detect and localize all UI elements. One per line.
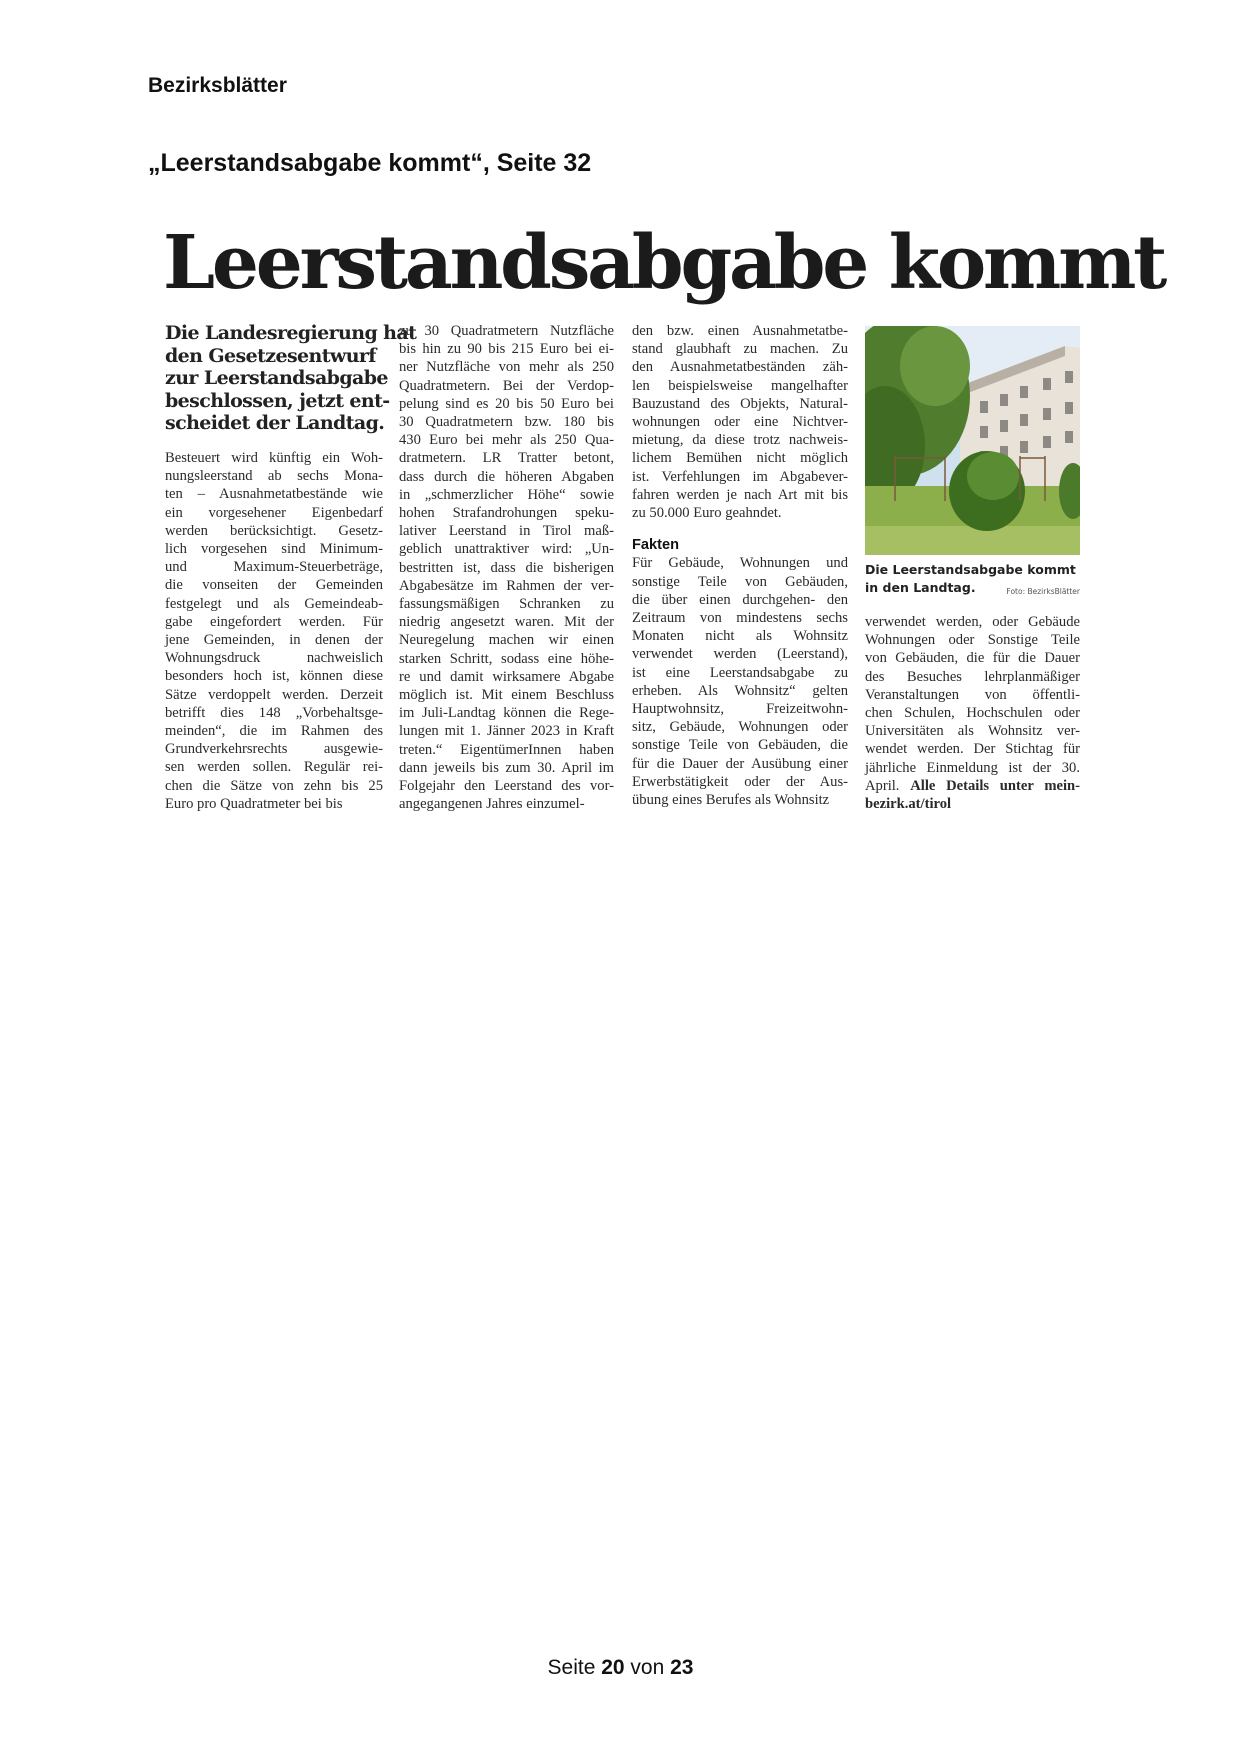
text-line: erheben. Als Wohnsitz“ gelten bbox=[632, 682, 848, 699]
details-link-url[interactable]: bezirk.at/tirol bbox=[865, 796, 952, 813]
text-line: ist eine Leerstandsabgabe zu bbox=[632, 664, 848, 681]
column-1-text bbox=[165, 449, 383, 813]
text-line: werden berücksichtigt. Gesetz- bbox=[165, 522, 383, 539]
text-line: den bzw. einen Ausnahmetatbe- bbox=[632, 323, 848, 339]
text-line: Wohnungsdruck nachweislich bbox=[165, 650, 383, 667]
text-line: im Juli-Landtag können die Rege- bbox=[399, 705, 614, 722]
text-line: dratmetern. LR Tratter betont, bbox=[399, 450, 614, 467]
text-line: chen Schulen, Hochschulen oder bbox=[865, 705, 1080, 722]
text-line: bestritten ist, dass die bisherigen bbox=[399, 559, 614, 576]
text-line: 430 Euro bei mehr als 250 Qua- bbox=[399, 432, 614, 449]
text-line: Grundverkehrsrechts ausgewie- bbox=[165, 741, 383, 758]
text-line: treten.“ EigentümerInnen haben bbox=[399, 741, 614, 758]
page-footer bbox=[0, 1656, 1241, 1680]
text-line: Hauptwohnsitz, Freizeitwohn- bbox=[632, 701, 848, 718]
publication-name: Bezirksblätter bbox=[148, 74, 287, 97]
text-line: von Gebäuden, die für die Dauer bbox=[865, 650, 1080, 667]
text-line: geblich unattraktiver wird: „Un- bbox=[399, 541, 614, 558]
text-line: verwendet werden, oder Gebäude bbox=[865, 614, 1080, 630]
text-line: den Ausnahmetatbeständen zäh- bbox=[632, 359, 848, 376]
column-3-text bbox=[632, 322, 848, 522]
text-line: lungen mit 1. Jänner 2023 in Kraft bbox=[399, 723, 614, 740]
text-line: besonders hoch ist, können diese bbox=[165, 668, 383, 685]
footer-text: Seite bbox=[547, 1656, 602, 1679]
text-line: wendet werden. Der Stichtag für bbox=[865, 741, 1080, 758]
text-line: lich vorgesehen sind Minimum- bbox=[165, 540, 383, 557]
text-line: Bauzustand des Objekts, Natural- bbox=[632, 395, 848, 412]
text-line: für die Dauer der Ausübung einer bbox=[632, 755, 848, 772]
text-line: verwendet werden (Leerstand), bbox=[632, 646, 848, 663]
current-page-number: 20 bbox=[601, 1656, 625, 1679]
text-line: stand glaubhaft zu machen. Zu bbox=[632, 341, 848, 358]
article-column-1 bbox=[165, 322, 417, 813]
photo-caption-text: Die Leerstandsabgabe kommt in den Landtag. bbox=[865, 562, 1076, 595]
text-line: len beispielsweise mangelhafter bbox=[632, 377, 848, 394]
text-line: zu 50.000 Euro geahndet. bbox=[632, 505, 782, 522]
article-column-2 bbox=[399, 322, 614, 813]
text-line: sen werden sollen. Regulär rei- bbox=[165, 759, 383, 776]
text-line: fassungsmäßigen Schranken zu bbox=[399, 596, 614, 613]
text-line: und Maximum-Steuerbeträge, bbox=[165, 559, 383, 576]
text-line: sonstige Teile von Gebäuden, die bbox=[632, 737, 848, 754]
text-line: niedrig angesetzt waren. Mit der bbox=[399, 614, 614, 631]
text-line: lativer Leerstand in Tirol maß- bbox=[399, 523, 614, 540]
text-line: Monaten nicht als Wohnsitz bbox=[632, 628, 848, 645]
column-2-text bbox=[399, 322, 614, 813]
text-line: wohnungen oder eine Nichtver- bbox=[632, 414, 848, 431]
article-reference: „Leerstandsabgabe kommt“, Seite 32 bbox=[148, 149, 592, 177]
text-line: scheidet der Landtag. bbox=[165, 412, 385, 435]
article-column-3 bbox=[632, 322, 848, 809]
text-line: Besteuert wird künftig ein Woh- bbox=[165, 449, 383, 466]
text-line: Für Gebäude, Wohnungen und bbox=[632, 555, 848, 572]
text-line: beschlossen, jetzt ent- bbox=[165, 389, 390, 412]
text-line: 30 Quadratmetern bzw. 180 bis bbox=[399, 414, 614, 431]
text-line: die über einen durchgehen- den bbox=[632, 591, 848, 608]
article-photo bbox=[865, 326, 1080, 555]
text-line: Euro pro Quadratmeter bei bis bbox=[165, 795, 343, 812]
text-line: nungsleerstand ab sechs Mona- bbox=[165, 468, 383, 485]
text-fragment: April. bbox=[865, 777, 911, 794]
text-line: fahren werden je nach Art mit bis bbox=[632, 486, 848, 503]
text-line: in „schmerzlicher Höhe“ sowie bbox=[399, 486, 614, 503]
text-line: übung eines Berufes als Wohnsitz bbox=[632, 792, 830, 809]
text-line: die vonseiten der Gemeinden bbox=[165, 577, 383, 594]
text-line: Die Landesregierung hat bbox=[165, 322, 417, 344]
footer-text: von bbox=[624, 1656, 671, 1679]
text-line: chen die Sätze von zehn bis 25 bbox=[165, 777, 383, 794]
text-line: möglich ist. Mit einem Beschluss bbox=[399, 687, 614, 704]
text-line: den Gesetzesentwurf bbox=[165, 344, 376, 367]
text-line: festgelegt und als Gemeindeab- bbox=[165, 595, 383, 612]
text-line: jährliche Einmeldung ist der 30. bbox=[865, 759, 1080, 776]
column-4-line bbox=[865, 777, 1080, 795]
text-line: des Besuches lehrplanmäßiger bbox=[865, 668, 1080, 685]
text-line: ner Nutzfläche von mehr als 250 bbox=[399, 359, 614, 376]
text-line: Wohnungen oder Sonstige Teile bbox=[865, 632, 1080, 649]
text-line: re und damit wirksamere Abgabe bbox=[399, 668, 614, 685]
article-lead bbox=[165, 322, 417, 435]
text-line: gabe eingefordert werden. Für bbox=[165, 613, 383, 630]
text-line: betrifft dies 148 „Vorbehaltsge- bbox=[165, 704, 383, 721]
total-page-count: 23 bbox=[670, 1656, 694, 1679]
text-line: Abgabesätze im Rahmen der ver- bbox=[399, 577, 614, 594]
details-link-text: Alle Details unter mein- bbox=[910, 777, 1081, 794]
article-column-4 bbox=[865, 613, 1080, 813]
text-line: sitz, Gebäude, Wohnungen oder bbox=[632, 719, 848, 736]
text-line: Zeitraum von mindestens sechs bbox=[632, 610, 848, 627]
column-4-line bbox=[865, 795, 1080, 813]
text-line: mietung, da diese trotz nachweis- bbox=[632, 432, 848, 449]
text-line: Universitäten als Wohnsitz ver- bbox=[865, 723, 1080, 740]
text-line: Veranstaltungen von öffentli- bbox=[865, 686, 1080, 703]
text-line: angegangenen Jahres einzumel- bbox=[399, 796, 585, 813]
text-line: starken Schritt, sodass eine höhe- bbox=[399, 650, 614, 667]
column-4-text bbox=[865, 613, 1080, 777]
text-line: hohen Strafandrohungen speku- bbox=[399, 505, 614, 522]
facts-heading: Fakten bbox=[632, 537, 680, 554]
text-line: lichem Bemühen nicht möglich bbox=[632, 450, 848, 467]
text-line: zu 30 Quadratmetern Nutzfläche bbox=[399, 323, 614, 339]
text-line: zur Leerstandsabgabe bbox=[165, 367, 388, 390]
photo-caption bbox=[865, 561, 1080, 597]
text-line: sonstige Teile von Gebäuden, bbox=[632, 573, 848, 590]
facts-text bbox=[632, 554, 848, 809]
text-line: ten – Ausnahmetatbestände wie bbox=[165, 486, 383, 503]
photo-credit: Foto: BezirksBlätter bbox=[1006, 587, 1080, 596]
text-line: Quadratmetern. Bei der Verdop- bbox=[399, 377, 614, 394]
text-line: bis hin zu 90 bis 215 Euro bei ei- bbox=[399, 341, 614, 358]
text-line: pelung sind es 20 bis 50 Euro bei bbox=[399, 395, 614, 412]
text-line: Neuregelung machen wir einen bbox=[399, 632, 614, 649]
text-line: ein vorgesehener Eigenbedarf bbox=[165, 504, 383, 521]
text-line: meinden“, die im Rahmen des bbox=[165, 723, 383, 740]
building-photo-image bbox=[865, 326, 1080, 555]
article-headline: Leerstandsabgabe kommt bbox=[163, 220, 1165, 306]
text-line: Erwerbstätigkeit oder der Aus- bbox=[632, 773, 848, 790]
text-line: ist. Verfehlungen im Abgabever- bbox=[632, 468, 848, 485]
text-line: dann jeweils bis zum 30. April im bbox=[399, 759, 614, 776]
text-line: Folgejahr den Leerstand des vor- bbox=[399, 778, 614, 795]
text-line: Sätze verdoppelt werden. Derzeit bbox=[165, 686, 383, 703]
text-line: jene Gemeinden, in denen der bbox=[165, 632, 383, 648]
text-line: dass durch die höheren Abgaben bbox=[399, 468, 614, 485]
